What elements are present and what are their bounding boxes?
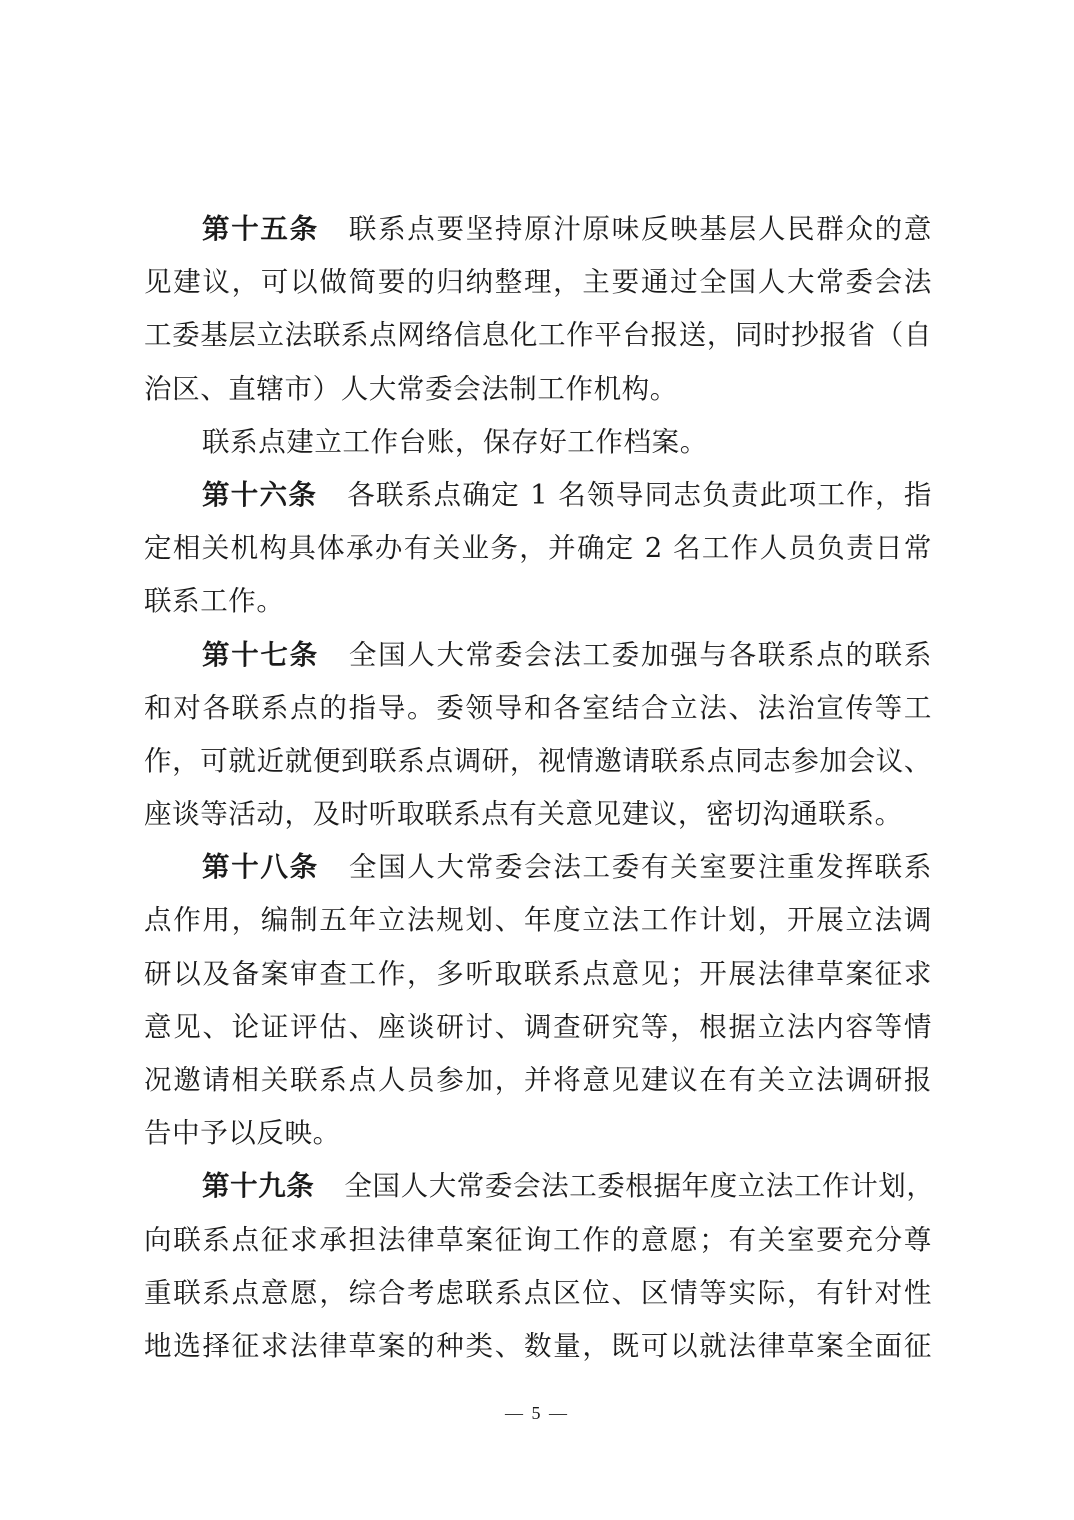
article-title: 第十八条 [202, 851, 319, 884]
article-title: 第十六条 [202, 478, 318, 511]
paragraph-line: 第十八条 全国人大常委会法工委有关室要注重发挥联系 [202, 851, 933, 884]
article-17 [144, 633, 932, 846]
paragraph-line: 联系工作。 [144, 585, 285, 618]
paragraph-line: 工委基层立法联系点网络信息化工作平台报送，同时抄报省（自 [144, 319, 932, 352]
article-title: 第十九条 [202, 1170, 315, 1203]
paragraph-line: 作，可就近就便到联系点调研，视情邀请联系点同志参加会议、 [144, 744, 932, 777]
article-title: 第十七条 [202, 638, 319, 671]
paragraph-line: 座谈等活动，及时听取联系点有关意见建议，密切沟通联系。 [144, 798, 903, 831]
article-19 [144, 1164, 935, 1377]
document-body [144, 207, 935, 1377]
paragraph-line: 地选择征求法律草案的种类、数量，既可以就法律草案全面征 [144, 1329, 932, 1362]
paragraph-line: 意见、论证评估、座谈研讨、调查研究等，根据立法内容等情 [144, 1010, 932, 1043]
paragraph-line: 研以及备案审查工作，多听取联系点意见；开展法律草案征求 [144, 957, 932, 990]
article-16 [144, 473, 932, 633]
article-18 [144, 845, 932, 1164]
paragraph-line: 告中予以反映。 [144, 1117, 341, 1150]
paragraph-line: 第十六条 各联系点确定 1 名领导同志负责此项工作，指 [202, 478, 932, 511]
article-title: 第十五条 [202, 213, 319, 245]
paragraph-line: 第十九条 全国人大常委会法工委根据年度立法工作计划， [202, 1170, 935, 1203]
article-15 [144, 207, 932, 420]
paragraph-line: 治区、直辖市）人大常委会法制工作机构。 [144, 372, 678, 405]
paragraph-line: 况邀请相关联系点人员参加，并将意见建议在有关立法调研报 [144, 1064, 932, 1096]
paragraph-line: 联系点建立工作台账，保存好工作档案。 [202, 425, 708, 458]
paragraph-line: 定相关机构具体承办有关业务，并确定 2 名工作人员负责日常 [144, 532, 932, 565]
paragraph-line: 重联系点意愿，综合考虑联系点区位、区情等实际，有针对性 [144, 1276, 932, 1309]
paragraph-line: 点作用，编制五年立法规划、年度立法工作计划，开展立法调 [144, 904, 932, 937]
paragraph-line: 见建议，可以做简要的归纳整理，主要通过全国人大常委会法 [144, 266, 932, 299]
page-number: — 5 — [505, 1403, 569, 1423]
paragraph-line: 第十七条 全国人大常委会法工委加强与各联系点的联系 [202, 638, 933, 671]
article-15-paragraph-2 [144, 420, 932, 473]
paragraph-line: 向联系点征求承担法律草案征询工作的意愿；有关室要充分尊 [144, 1223, 932, 1256]
paragraph-line: 和对各联系点的指导。委领导和各室结合立法、法治宣传等工 [144, 691, 932, 724]
paragraph-line: 第十五条 联系点要坚持原汁原味反映基层人民群众的意 [202, 213, 933, 245]
